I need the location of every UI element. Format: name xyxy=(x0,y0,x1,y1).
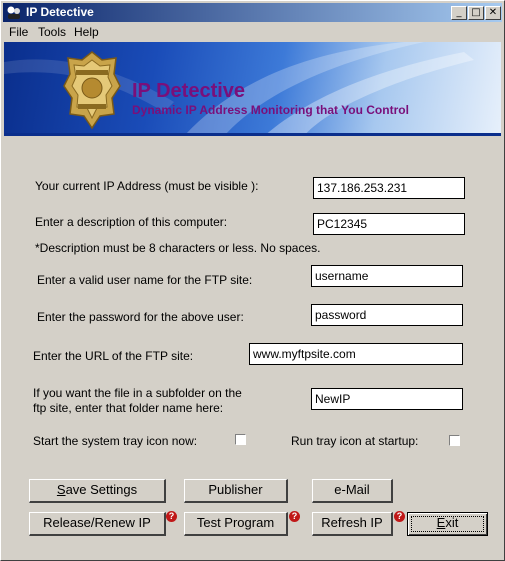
description-field[interactable]: PC12345 xyxy=(313,213,465,235)
close-button[interactable]: ✕ xyxy=(485,6,501,20)
police-badge-icon xyxy=(62,50,122,130)
username-label: Enter a valid user name for the FTP site: xyxy=(37,273,253,287)
release-help-icon[interactable]: ? xyxy=(166,511,177,522)
minimize-button[interactable]: _ xyxy=(451,6,467,20)
tray-startup-label: Run tray icon at startup: xyxy=(291,434,419,448)
save-settings-label: ave Settings xyxy=(65,482,138,497)
username-field[interactable]: username xyxy=(311,265,463,287)
banner-subtitle: Dynamic IP Address Monitoring that You Control xyxy=(132,103,409,117)
publisher-button[interactable]: Publisher xyxy=(184,479,288,503)
ftp-url-label: Enter the URL of the FTP site: xyxy=(33,349,194,363)
ip-address-field[interactable]: 137.186.253.231 xyxy=(313,177,465,199)
password-label: Enter the password for the above user: xyxy=(37,310,244,324)
tray-now-label: Start the system tray icon now: xyxy=(33,434,198,448)
release-renew-ip-button[interactable]: Release/Renew IP xyxy=(29,512,166,536)
app-icon xyxy=(6,5,22,20)
title-bar[interactable] xyxy=(3,3,502,22)
ip-address-label: Your current IP Address (must be visible ): xyxy=(35,179,259,193)
description-note: *Description must be 8 characters or less. No spaces. xyxy=(35,241,321,255)
refresh-help-icon[interactable]: ? xyxy=(394,511,405,522)
save-settings-button[interactable] xyxy=(29,479,166,503)
email-button[interactable]: e-Mail xyxy=(312,479,393,503)
menu-bar xyxy=(3,23,502,41)
menu-tools[interactable]: Tools xyxy=(38,25,67,39)
subfolder-label-line1: If you want the file in a subfolder on the xyxy=(33,386,242,400)
banner-divider xyxy=(4,133,501,136)
exit-button[interactable] xyxy=(407,512,488,536)
save-settings-accel: S xyxy=(56,482,66,497)
banner-title: IP Detective xyxy=(132,80,246,102)
exit-focus-rect xyxy=(411,516,484,532)
test-help-icon[interactable]: ? xyxy=(289,511,300,522)
banner xyxy=(4,42,501,136)
menu-help[interactable]: Help xyxy=(74,25,99,39)
subfolder-label-line2: ftp site, enter that folder name here: xyxy=(33,401,224,415)
tray-startup-checkbox[interactable] xyxy=(449,435,460,446)
maximize-button[interactable]: □ xyxy=(468,6,484,20)
test-program-button[interactable]: Test Program xyxy=(184,512,288,536)
menu-file[interactable]: File xyxy=(9,25,29,39)
tray-now-checkbox[interactable] xyxy=(235,434,246,445)
password-field[interactable]: password xyxy=(311,304,463,326)
ftp-url-field[interactable]: www.myftpsite.com xyxy=(249,343,463,365)
exit-label: xit xyxy=(445,515,459,530)
subfolder-field[interactable]: NewIP xyxy=(311,388,463,410)
description-label: Enter a description of this computer: xyxy=(35,215,228,229)
refresh-ip-button[interactable]: Refresh IP xyxy=(312,512,393,536)
window-title: IP Detective xyxy=(26,5,94,19)
exit-accel: E xyxy=(436,515,446,530)
